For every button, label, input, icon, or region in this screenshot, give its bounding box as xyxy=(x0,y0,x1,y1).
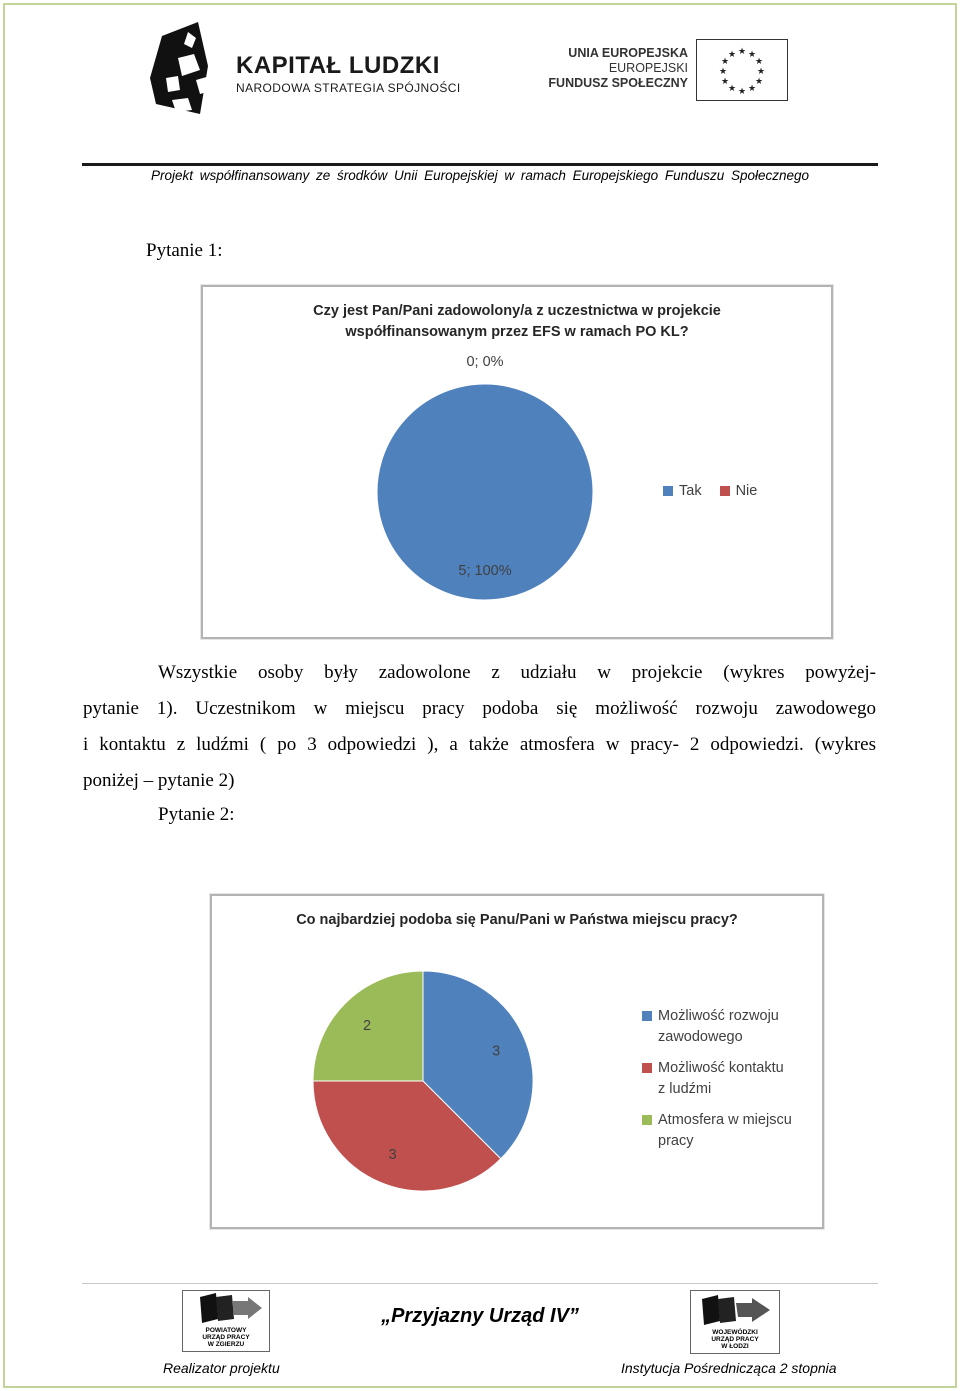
question-2-label: Pytanie 2: xyxy=(158,804,235,825)
svg-text:★: ★ xyxy=(754,77,764,87)
svg-text:★: ★ xyxy=(737,47,747,57)
pup-logo-line-3: W ZGIERZU xyxy=(207,1341,245,1348)
svg-text:★: ★ xyxy=(737,87,747,97)
kapital-ludzki-logo-icon xyxy=(148,18,218,118)
question-1-label: Pytanie 1: xyxy=(146,240,223,261)
paragraph-line-1 xyxy=(83,655,876,691)
legend-label-tak: Tak xyxy=(679,483,702,499)
paragraph-line-4: poniżej – pytanie 2) xyxy=(83,770,235,791)
legend-label-atmosfera-line-1: Atmosfera w miejscu xyxy=(658,1112,792,1128)
svg-text:★: ★ xyxy=(720,57,730,67)
legend-swatch-rozwoj xyxy=(642,1011,652,1021)
paragraph-line-2-text: pytanie 1). Uczestnikom w miejscu pracy podoba się możliwość rozwoju zawodowego xyxy=(83,698,876,719)
legend-item-atmosfera xyxy=(642,1110,792,1152)
eu-text xyxy=(548,46,688,91)
svg-text:★: ★ xyxy=(756,67,766,77)
eu-flag-icon xyxy=(696,39,788,101)
summary-paragraph xyxy=(83,655,876,799)
wup-logo-icon xyxy=(694,1291,776,1327)
legend-label-nie: Nie xyxy=(735,483,758,499)
chart-2-legend xyxy=(642,1006,792,1152)
svg-text:★: ★ xyxy=(727,84,737,94)
legend-item-kontakt xyxy=(642,1058,792,1100)
legend-swatch-nie xyxy=(720,486,730,496)
svg-text:★: ★ xyxy=(718,67,728,77)
chart-2 xyxy=(210,894,824,1229)
chart-1-title-line-2: współfinansowanym przez EFS w ramach PO KL? xyxy=(345,324,689,340)
legend-swatch-tak xyxy=(663,486,673,496)
chart-1-plot xyxy=(203,287,831,637)
legend-label-atmosfera-line-2: pracy xyxy=(658,1133,694,1149)
legend-item-rozwoj xyxy=(642,1006,792,1048)
svg-text:★: ★ xyxy=(727,50,737,60)
paragraph-line-1-text: Wszystkie osoby były zadowolone z udziału w projekcie (wykres powyżej- xyxy=(158,662,876,683)
header-divider xyxy=(82,163,878,166)
pup-zgierz-logo xyxy=(182,1290,270,1352)
paragraph-line-3-text: i kontaktu z ludźmi ( po 3 odpowiedzi ), a także atmosfera w pracy- 2 odpowiedzi. (wykres xyxy=(83,734,876,755)
chart-2-title: Co najbardziej podoba się Panu/Pani w Państwa miejscu pracy? xyxy=(296,912,738,928)
legend-item-tak xyxy=(663,481,702,502)
svg-text:★: ★ xyxy=(747,84,757,94)
svg-text:★: ★ xyxy=(754,57,764,67)
legend-label-kontakt xyxy=(658,1058,784,1100)
wup-logo-line-2: URZĄD PRACY xyxy=(711,1336,759,1343)
legend-label-rozwoj xyxy=(658,1006,779,1048)
pup-logo-line-1: POWIATOWY xyxy=(205,1327,247,1334)
svg-text:★: ★ xyxy=(720,77,730,87)
legend-label-atmosfera xyxy=(658,1110,792,1152)
pup-logo-icon xyxy=(186,1291,266,1325)
chart-2-data-label-1: 3 xyxy=(492,1043,501,1060)
wup-logo-line-3: W ŁODZI xyxy=(721,1343,749,1350)
chart-1-data-label-2: 0; 0% xyxy=(466,354,504,370)
chart-1-data-label-1: 5; 100% xyxy=(458,563,512,579)
chart-1 xyxy=(201,285,833,639)
legend-label-rozwoj-line-1: Możliwość rozwoju xyxy=(658,1008,779,1024)
instytucja-caption: Instytucja Pośrednicząca 2 stopnia xyxy=(621,1360,837,1376)
legend-label-kontakt-line-1: Możliwość kontaktu xyxy=(658,1060,784,1076)
eu-line-3: FUNDUSZ SPOŁECZNY xyxy=(548,76,688,90)
paragraph-line-3 xyxy=(83,727,876,763)
legend-item-nie xyxy=(720,481,758,502)
legend-swatch-kontakt xyxy=(642,1063,652,1073)
legend-label-kontakt-line-2: z ludźmi xyxy=(658,1081,712,1097)
logo-subtitle: NARODOWA STRATEGIA SPÓJNOŚCI xyxy=(236,81,461,95)
wup-lodz-logo xyxy=(690,1290,780,1354)
footer-divider xyxy=(82,1283,878,1284)
wup-logo-line-1: WOJEWÓDZKI xyxy=(712,1329,758,1336)
project-slogan: „Przyjazny Urząd IV” xyxy=(381,1305,579,1327)
legend-swatch-atmosfera xyxy=(642,1115,652,1125)
paragraph-line-2 xyxy=(83,691,876,727)
chart-1-legend xyxy=(663,481,757,502)
chart-2-data-label-2: 3 xyxy=(388,1147,397,1164)
eu-line-1: UNIA EUROPEJSKA xyxy=(568,46,688,60)
eu-line-2: EUROPEJSKI xyxy=(608,61,688,75)
chart-1-title-line-1: Czy jest Pan/Pani zadowolony/a z uczestnictwa w projekcie xyxy=(313,303,721,319)
pup-logo-line-2: URZĄD PRACY xyxy=(202,1334,250,1341)
svg-text:★: ★ xyxy=(747,50,757,60)
kapital-ludzki-text xyxy=(236,52,461,95)
realizator-caption: Realizator projektu xyxy=(163,1360,280,1376)
header-caption: Projekt współfinansowany ze środków Unii Europejskiej w ramach Europejskiego Funduszu Społecznego xyxy=(150,168,810,183)
legend-label-rozwoj-line-2: zawodowego xyxy=(658,1029,743,1045)
logo-title: KAPITAŁ LUDZKI xyxy=(236,52,440,79)
chart-2-data-label-3: 2 xyxy=(362,1017,372,1034)
